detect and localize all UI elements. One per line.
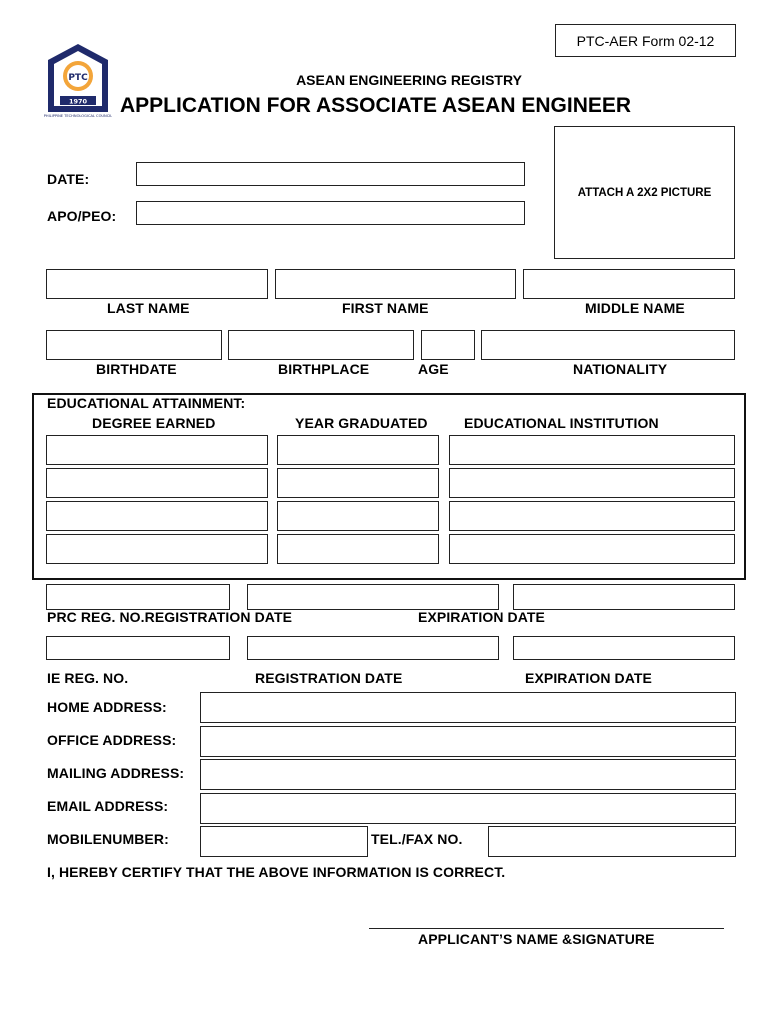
- last-name-label: LAST NAME: [107, 300, 190, 316]
- page-title: APPLICATION FOR ASSOCIATE ASEAN ENGINEER: [120, 94, 632, 117]
- prc-registration-date-field[interactable]: [247, 584, 499, 610]
- apo-peo-label: APO/PEO:: [47, 208, 117, 224]
- email-address-label: EMAIL ADDRESS:: [47, 798, 169, 814]
- prc-expiration-label: EXPIRATION DATE: [418, 609, 545, 625]
- educational-institution-header: EDUCATIONAL INSTITUTION: [464, 415, 659, 431]
- ie-reg-no-field[interactable]: [46, 636, 230, 660]
- apo-peo-field[interactable]: [136, 201, 525, 225]
- prc-expiration-date-field[interactable]: [513, 584, 735, 610]
- prc-reg-no-field[interactable]: [46, 584, 230, 610]
- ie-reg-label: IE REG. NO.: [47, 670, 129, 686]
- middle-name-field[interactable]: [523, 269, 735, 299]
- birthdate-field[interactable]: [46, 330, 222, 360]
- institution-field[interactable]: [449, 435, 735, 465]
- certification-statement: I, HEREBY CERTIFY THAT THE ABOVE INFORMATION IS CORRECT.: [47, 864, 506, 880]
- mobile-number-label: MOBILENUMBER:: [47, 831, 169, 847]
- birthplace-field[interactable]: [228, 330, 414, 360]
- degree-earned-header: DEGREE EARNED: [92, 415, 216, 431]
- degree-field[interactable]: [46, 468, 268, 498]
- email-address-field[interactable]: [200, 793, 736, 824]
- institution-field[interactable]: [449, 468, 735, 498]
- birthdate-label: BIRTHDATE: [96, 361, 177, 377]
- ie-registration-date-label: REGISTRATION DATE: [255, 670, 403, 686]
- degree-field[interactable]: [46, 435, 268, 465]
- institution-field[interactable]: [449, 501, 735, 531]
- year-field[interactable]: [277, 468, 439, 498]
- home-address-field[interactable]: [200, 692, 736, 723]
- birthplace-label: BIRTHPLACE: [278, 361, 370, 377]
- first-name-field[interactable]: [275, 269, 516, 299]
- signature-label: APPLICANT’S NAME &SIGNATURE: [418, 931, 655, 947]
- logo-initials: PTC: [68, 73, 88, 83]
- office-address-field[interactable]: [200, 726, 736, 757]
- degree-field[interactable]: [46, 534, 268, 564]
- age-field[interactable]: [421, 330, 475, 360]
- home-address-label: HOME ADDRESS:: [47, 699, 167, 715]
- logo-caption: PHILIPPINE TECHNOLOGICAL COUNCIL: [44, 114, 112, 118]
- nationality-field[interactable]: [481, 330, 735, 360]
- age-label: AGE: [418, 361, 449, 377]
- tel-fax-label: TEL./FAX NO.: [371, 831, 463, 847]
- degree-field[interactable]: [46, 501, 268, 531]
- signature-line[interactable]: [369, 928, 724, 929]
- registry-heading: ASEAN ENGINEERING REGISTRY: [296, 72, 522, 88]
- ie-registration-date-field[interactable]: [247, 636, 499, 660]
- educational-attainment-label: EDUCATIONAL ATTAINMENT:: [47, 395, 246, 411]
- first-name-label: FIRST NAME: [342, 300, 429, 316]
- ie-expiration-date-field[interactable]: [513, 636, 735, 660]
- office-address-label: OFFICE ADDRESS:: [47, 732, 177, 748]
- last-name-field[interactable]: [46, 269, 268, 299]
- prc-reg-label: PRC REG. NO.REGISTRATION DATE: [47, 609, 293, 625]
- year-field[interactable]: [277, 501, 439, 531]
- date-label: DATE:: [47, 171, 90, 187]
- mobile-number-field[interactable]: [200, 826, 368, 857]
- date-field[interactable]: [136, 162, 525, 186]
- ie-expiration-label: EXPIRATION DATE: [525, 670, 652, 686]
- form-code: PTC-AER Form 02-12: [555, 24, 736, 57]
- year-field[interactable]: [277, 435, 439, 465]
- institution-field[interactable]: [449, 534, 735, 564]
- logo-band-text: 1970: [68, 97, 88, 106]
- year-field[interactable]: [277, 534, 439, 564]
- mailing-address-field[interactable]: [200, 759, 736, 790]
- photo-box[interactable]: [554, 126, 735, 259]
- photo-note: ATTACH A 2X2 PICTURE: [577, 186, 712, 199]
- mailing-address-label: MAILING ADDRESS:: [47, 765, 185, 781]
- tel-fax-field[interactable]: [488, 826, 736, 857]
- year-graduated-header: YEAR GRADUATED: [295, 415, 428, 431]
- middle-name-label: MIDDLE NAME: [585, 300, 685, 316]
- nationality-label: NATIONALITY: [573, 361, 668, 377]
